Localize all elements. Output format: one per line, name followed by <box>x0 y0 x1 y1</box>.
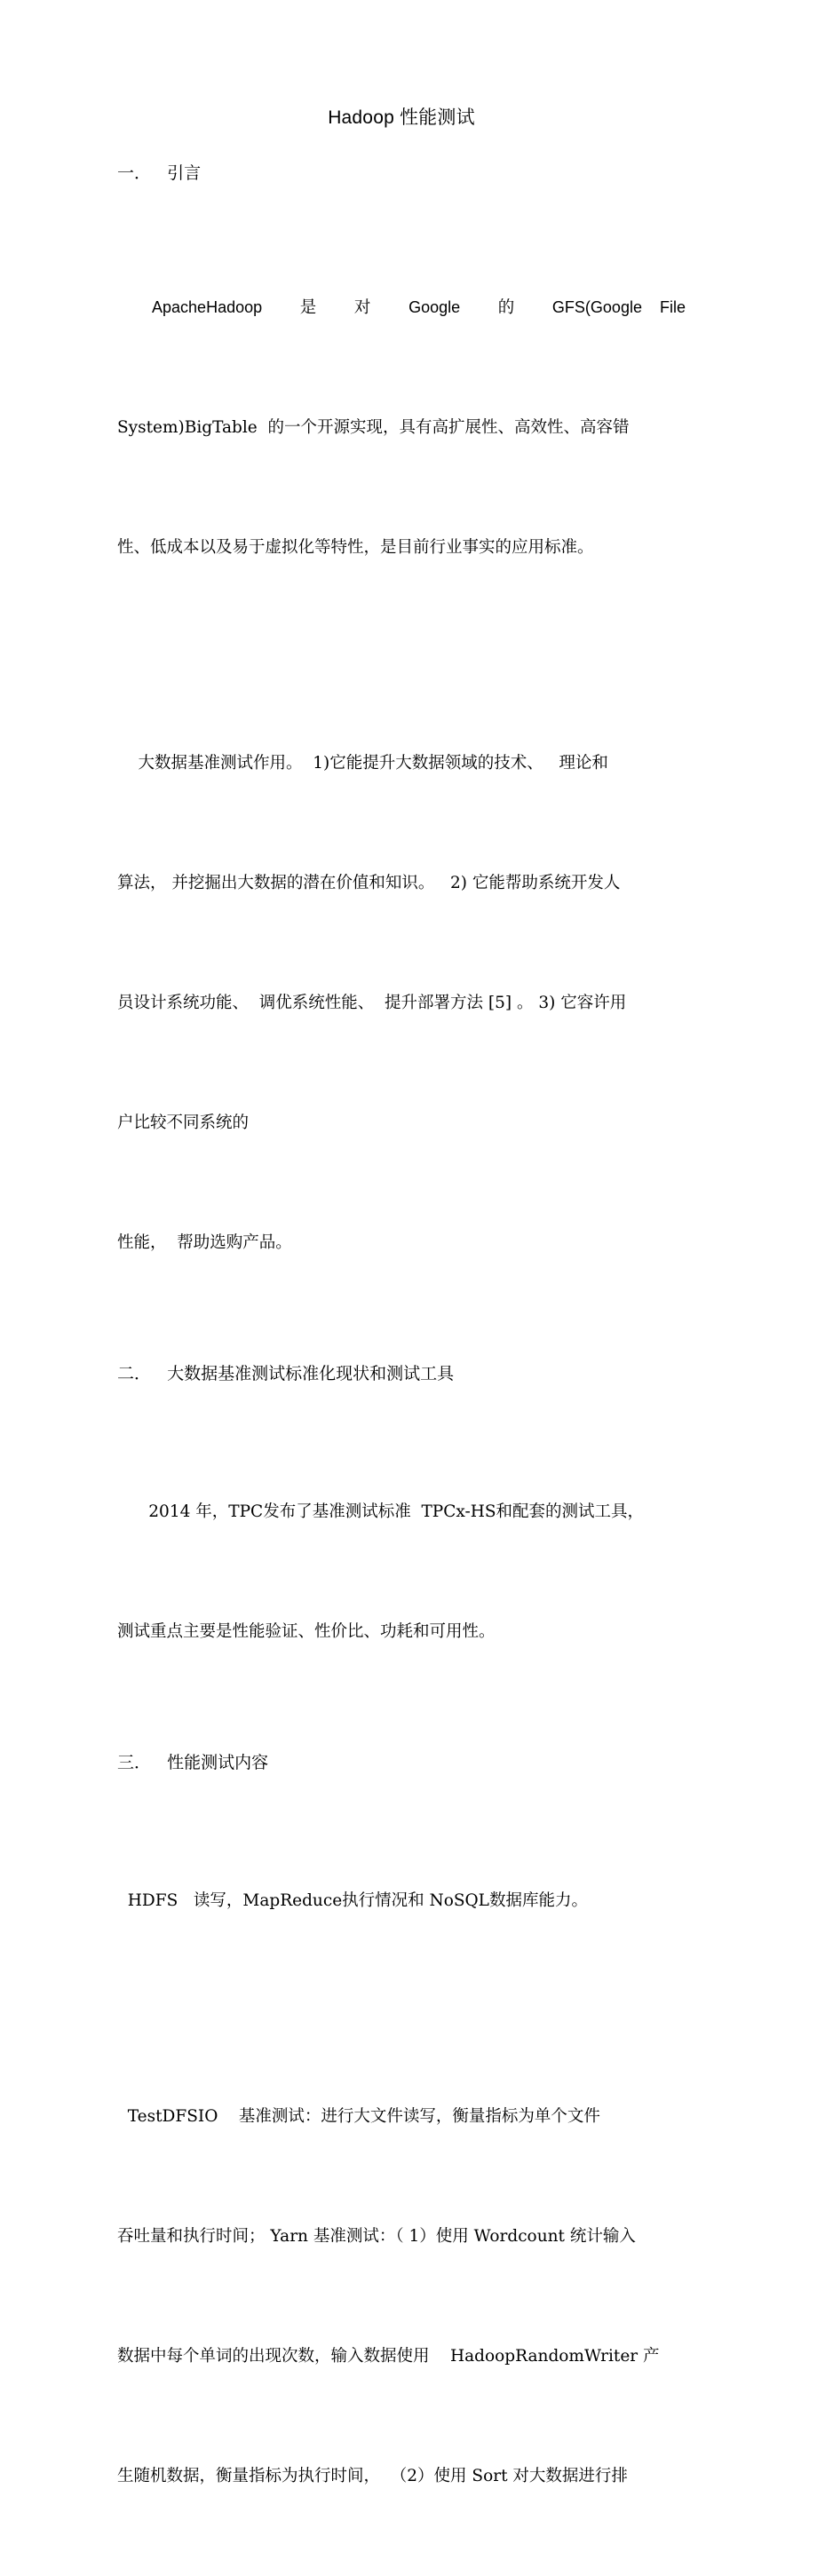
paragraph-benchmark-roles <box>117 663 686 1343</box>
paragraph-line: 员设计系统功能、 调优系统性能、 提升部署方法 [5] 。 3) 它容许用 <box>117 994 627 1012</box>
paragraph-line: 吞吐量和执行时间； Yarn 基准测试：（ 1）使用 Wordcount 统计输入 <box>117 2227 636 2246</box>
paragraph-testdfsio <box>117 2017 686 2576</box>
line-fragment: 是 <box>299 298 317 317</box>
paragraph-line: 性能， 帮助选购产品。 <box>117 1233 292 1252</box>
section-heading-1: 一． 引言 <box>117 163 202 183</box>
line-fragment: 的 <box>497 298 515 317</box>
paragraph-line: TestDFSIO 基准测试：进行大文件读写，衡量指标为单个文件 <box>117 2107 600 2126</box>
line-fragment: Google <box>408 298 461 316</box>
paragraph-line: 数据中每个单词的出现次数，输入数据使用 HadoopRandomWriter 产 <box>117 2347 660 2366</box>
paragraph-apache-hadoop <box>117 208 686 647</box>
line-fragment: ApacheHadoop <box>117 298 263 316</box>
document-content <box>117 0 686 2576</box>
paragraph-tpc-standard <box>117 1412 686 1732</box>
section-heading-3: 三． 性能测试内容 <box>117 1753 269 1772</box>
paragraph-line: 户比较不同系统的 <box>117 1114 250 1132</box>
spacer <box>117 1343 686 1362</box>
paragraph-line: 大数据基准测试作用。 1)它能提升大数据领域的技术、 理论和 <box>117 754 608 773</box>
page-title: Hadoop 性能测试 <box>328 107 475 128</box>
paragraph-line: HDFS 读写，MapReduce执行情况和 NoSQL数据库能力。 <box>117 1891 588 1910</box>
spacer <box>117 1732 686 1751</box>
paragraph-line: 测试重点主要是性能验证、性价比、功耗和可用性。 <box>117 1622 496 1641</box>
paragraph-line: 生随机数据，衡量指标为执行时间， （2）使用 Sort 对大数据进行排 <box>117 2467 628 2485</box>
spacer <box>117 647 686 663</box>
paragraph-content-scope <box>117 1801 686 2001</box>
line-fragment: GFS(Google File <box>551 298 686 316</box>
spacer <box>117 1385 686 1412</box>
paragraph-line: 算法， 并挖掘出大数据的潜在价值和知识。 2) 它能帮助系统开发人 <box>117 874 621 892</box>
spacer <box>117 131 686 162</box>
paragraph-line: 2014 年，TPC发布了基准测试标准 TPCx-HS和配套的测试工具， <box>117 1502 645 1521</box>
paragraph-line: 性、低成本以及易于虚拟化等特性，是目前行业事实的应用标准。 <box>117 538 594 557</box>
section-heading-2: 二． 大数据基准测试标准化现状和测试工具 <box>117 1364 455 1383</box>
spacer <box>117 2001 686 2017</box>
spacer <box>117 185 686 208</box>
spacer <box>117 1774 686 1801</box>
line-fragment: 对 <box>353 298 371 317</box>
paragraph-line <box>117 288 686 328</box>
paragraph-line: System)BigTable 的一个开源实现，具有高扩展性、高效性、高容错 <box>117 418 630 437</box>
